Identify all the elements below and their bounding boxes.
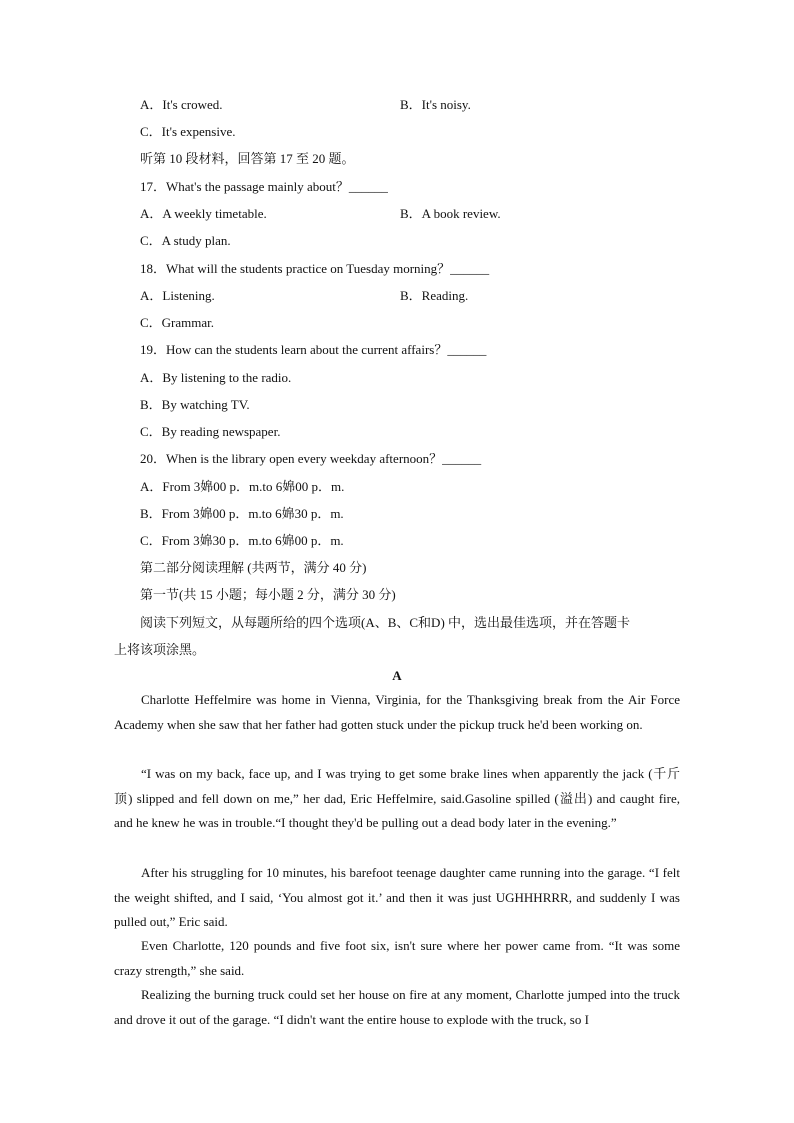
passage-title: A xyxy=(392,668,402,683)
instructions-line1: 阅读下列短文，从每题所给的四个选项(A、B、C和D) 中，选出最佳选项，并在答题卡 xyxy=(140,615,631,630)
passage-paragraph-4: Even Charlotte, 120 pounds and five foot six, isn't sure where her power came from. “It was some crazy strength,” she said. xyxy=(114,938,680,978)
q20-option-b: B．From 3婂00 p．m.to 6婂30 p．m. xyxy=(140,506,344,521)
q18-option-a: A．Listening. xyxy=(140,288,215,303)
q20-stem: 20．When is the library open every weekday afternoon？______ xyxy=(140,451,482,466)
passage-paragraph-1: Charlotte Heffelmire was home in Vienna, Virginia, for the Thanksgiving break from the Air Force Academy when she saw that her father had gotten stuck under the pickup truck he'd been working on. xyxy=(114,692,680,732)
q16-option-c: C．It's expensive. xyxy=(140,124,236,139)
q18-stem: 18．What will the students practice on Tuesday morning？______ xyxy=(140,261,490,276)
section10-header: 听第 10 段材料，回答第 17 至 20 题。 xyxy=(140,151,355,166)
q20-option-a: A．From 3婂00 p．m.to 6婂00 p．m. xyxy=(140,479,345,494)
instructions-line2: 上将该项涂黑。 xyxy=(114,642,206,657)
passage-paragraph-5: Realizing the burning truck could set her house on fire at any moment, Charlotte jumped into the truck and drove it out of the garage. “I didn't want the entire house to explode with the truck, so I xyxy=(114,987,680,1027)
q19-stem: 19．How can the students learn about the current affairs？______ xyxy=(140,342,487,357)
section1-header: 第一节(共 15 小题；每小题 2 分，满分 30 分) xyxy=(140,587,396,602)
q20-option-c: C．From 3婂30 p．m.to 6婂00 p．m. xyxy=(140,533,344,548)
passage-paragraph-3: After his struggling for 10 minutes, his barefoot teenage daughter came running into the garage. “I felt the weight shifted, and I said, ‘You almost got it.’ and then it was just UGHHHRRR, and suddenly I was pulled out,” Eric said. xyxy=(114,865,680,930)
q16-option-a: A．It's crowed. xyxy=(140,97,223,112)
q17-stem: 17．What's the passage mainly about？______ xyxy=(140,179,388,194)
part2-header: 第二部分阅读理解 (共两节，满分 40 分) xyxy=(140,560,367,575)
q19-option-a: A．By listening to the radio. xyxy=(140,370,292,385)
q19-option-c: C．By reading newspaper. xyxy=(140,424,281,439)
passage-paragraph-2: “I was on my back, face up, and I was trying to get some brake lines when apparently the jack (千斤顶) slipped and fell down on me,” her dad, Eric Heffelmire, said.Gasoline spilled (溢出) and caught fire, and he knew he was in trouble.“I thought they'd be pulling out a dead body later in the evening.” xyxy=(114,766,680,831)
q19-option-b: B．By watching TV. xyxy=(140,397,250,412)
q18-option-c: C．Grammar. xyxy=(140,315,215,330)
q17-option-c: C．A study plan. xyxy=(140,233,231,248)
q16-option-b: B．It's noisy. xyxy=(400,97,471,112)
q17-option-a: A．A weekly timetable. xyxy=(140,206,267,221)
q18-option-b: B．Reading. xyxy=(400,288,469,303)
q17-option-b: B．A book review. xyxy=(400,206,501,221)
